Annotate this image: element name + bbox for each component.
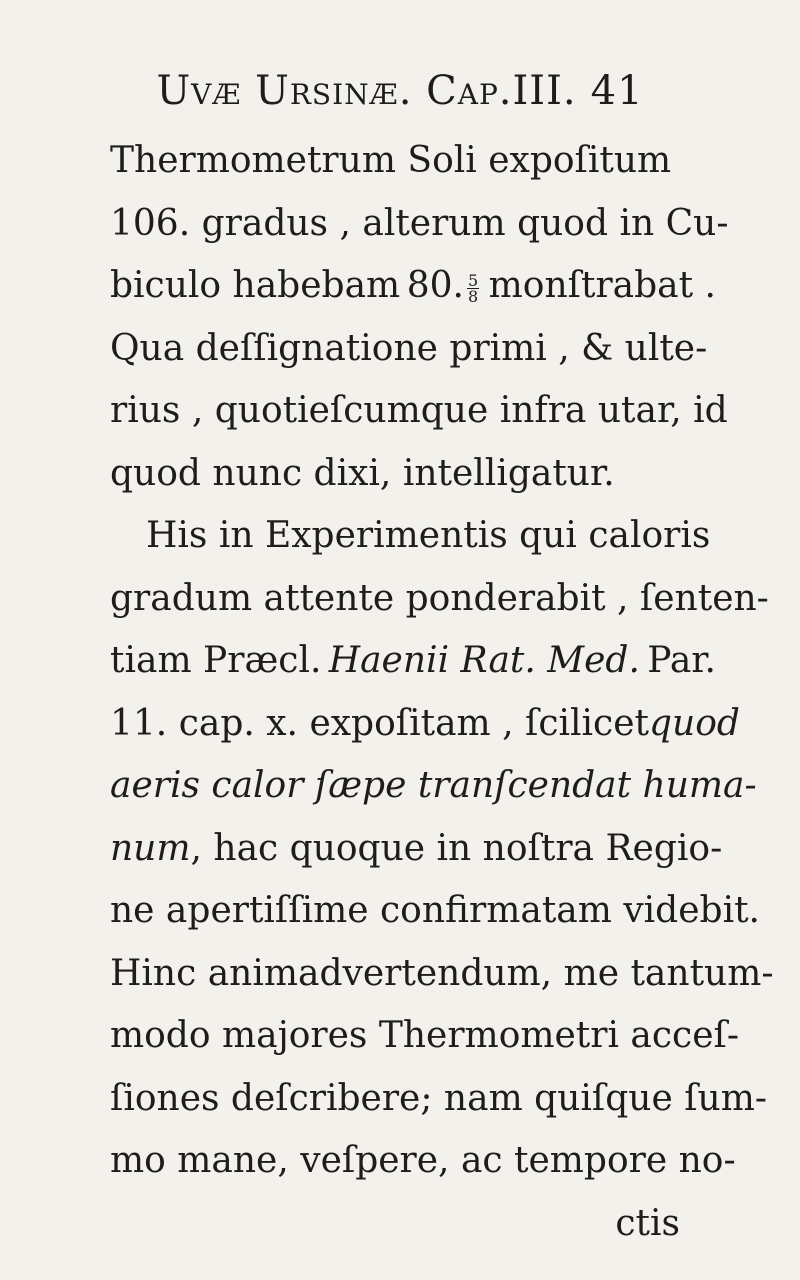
text-line-8-content: gradum attente ponderabit , ſenten- [110, 577, 769, 619]
text-line-12 [110, 818, 723, 881]
fraction-numerator: 5 [467, 270, 479, 290]
text-line-13 [110, 880, 761, 943]
citation-italic: Haenii Rat. Med. [328, 640, 640, 681]
text-line-3-start: biculo habebam [110, 265, 401, 306]
text-line-16 [110, 1068, 767, 1131]
page-number: 41 [590, 68, 644, 114]
text-line-17-content: mo mane, veſpere, ac tempore no- [110, 1140, 736, 1181]
text-line-13-content: ne apertiſſime confirmatam videbit. [110, 890, 761, 931]
text-line-9-end: Par. [647, 640, 716, 681]
text-line-14-content: Hinc animadvertendum, me tantum- [110, 952, 774, 994]
text-line-15 [110, 1005, 740, 1068]
text-line-4-content: Qua deſſignatione primi , & ulte- [110, 327, 708, 369]
text-line-8 [110, 568, 769, 631]
text-line-1 [110, 130, 716, 193]
text-line-9 [110, 630, 716, 693]
quotation-italic-end: num [110, 827, 191, 869]
text-line-3 [110, 255, 716, 318]
text-line-3-end: monſtrabat . [488, 265, 716, 306]
text-line-9-start: tiam Præcl. [110, 640, 322, 681]
text-line-14 [110, 943, 774, 1006]
text-line-6 [110, 443, 716, 506]
text-line-17 [110, 1130, 736, 1193]
text-line-7 [110, 505, 716, 568]
text-line-15-content: modo majores Thermometri acceſ- [110, 1015, 740, 1056]
text-line-2 [110, 193, 729, 256]
degree-whole: 80. [406, 265, 464, 306]
degree-value [407, 255, 482, 318]
catchword: ctis [615, 1202, 680, 1244]
text-line-10-start: 11. cap. x. expoſitam , ſcilicet [110, 702, 649, 744]
text-line-16-content: ſiones deſcribere; nam quiſque ſum- [110, 1077, 767, 1119]
text-line-2-content: 106. gradus , alterum quod in Cu- [110, 202, 729, 244]
text-line-1-content: Thermometrum Soli expoſitum [110, 140, 672, 181]
text-line-4 [110, 318, 716, 381]
fraction-denominator: 8 [467, 286, 479, 306]
text-line-10 [110, 693, 740, 756]
text-line-7-content: His in Experimentis qui caloris [146, 515, 711, 556]
text-line-12-end: , hac quoque in noſtra Regio- [190, 827, 723, 869]
text-line-11 [110, 755, 757, 818]
degree-fraction [467, 270, 479, 306]
quotation-italic-start: quod [648, 702, 740, 744]
body-text [110, 130, 774, 1255]
quotation-italic-line: aeris calor ſæpe tranſcendat huma- [110, 765, 757, 806]
text-line-6-content: quod nunc dixi, intelligatur. [110, 452, 615, 494]
text-line-5 [110, 380, 728, 443]
catchword-line [110, 1193, 716, 1256]
text-line-5-content: rius , quotieſcumque infra utar, id [110, 390, 728, 431]
page-header [0, 68, 800, 114]
running-title: Uvæ Ursinæ. Cap.III. [156, 68, 577, 114]
